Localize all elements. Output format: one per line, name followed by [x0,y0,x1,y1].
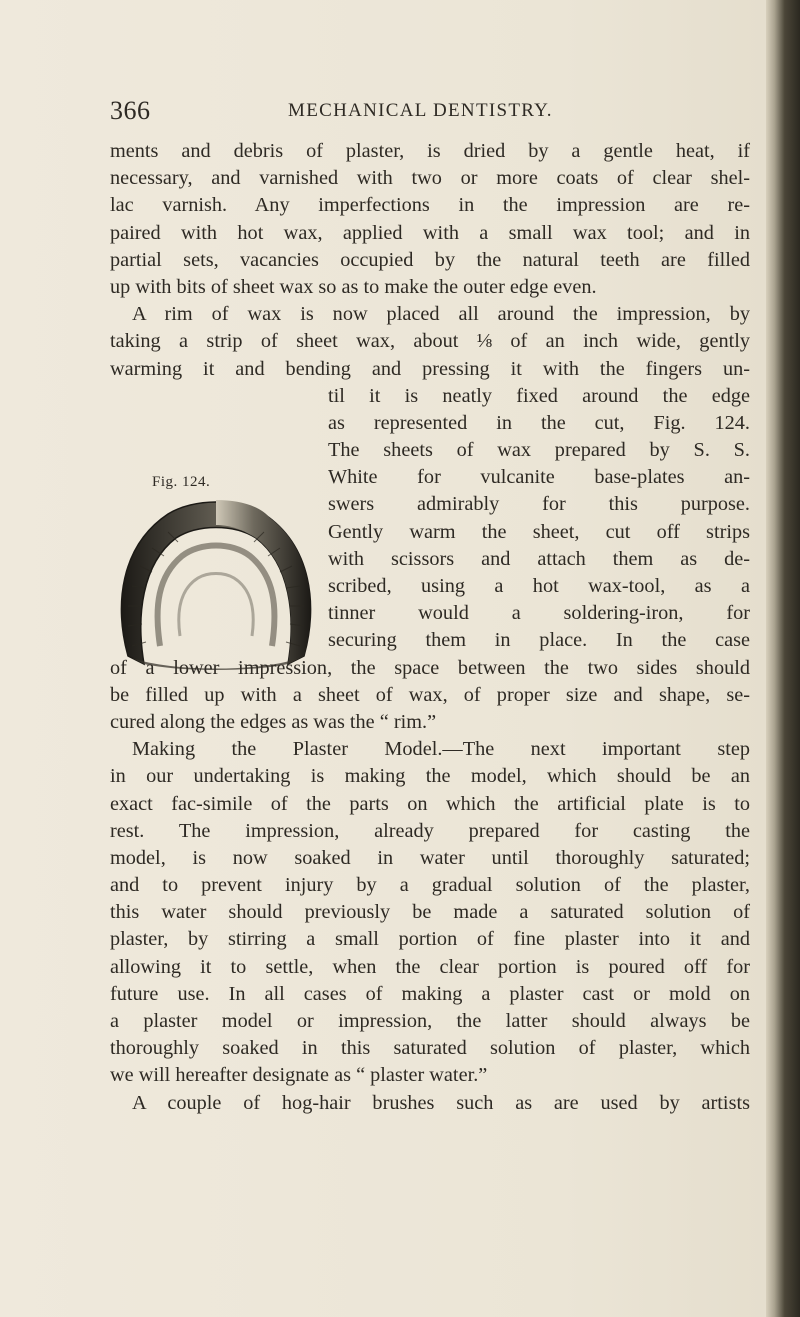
text-line: up with bits of sheet wax so as to make the outer edge even. [110,275,597,298]
text-line: model, is now soaked in water until thoroughly saturated; [110,846,750,869]
text-line: ments and debris of plaster, is dried by a gentle heat, if [110,140,750,162]
book-binding-edge [766,0,800,1317]
text-line: of a lower impression, the space between the two sides should [110,656,750,679]
text-line: we will hereafter designate as “ plaster water.” [110,1064,488,1087]
text-line: plaster, by stirring a small portion of fine plaster into it and [110,928,750,951]
text-line: as represented in the cut, Fig. 124. [328,411,750,434]
body-text [110,138,750,1117]
text-line: A rim of wax is now placed all around the impression, by [132,303,750,326]
text-line: White for vulcanite base-plates an- [328,466,750,489]
text-line: Gently warm the sheet, cut off strips [328,520,750,543]
text-line: lac varnish. Any imperfections in the impression are re- [110,194,750,217]
text-line: this water should previously be made a saturated solution of [110,901,750,924]
text-line: swers admirably for this purpose. [328,493,750,516]
running-head: MECHANICAL DENTISTRY. [288,100,553,121]
text-line: securing them in place. In the case [328,629,750,652]
text-line: necessary, and varnished with two or more coats of clear shel- [110,167,750,190]
text-line: paired with hot wax, applied with a small wax tool; and in [110,221,750,244]
text-line: future use. In all cases of making a plaster cast or mold on [110,982,750,1005]
text-line: be filled up with a sheet of wax, of proper size and shape, se- [110,683,750,706]
text-line: allowing it to settle, when the clear portion is poured off for [110,955,750,978]
text-line: a plaster model or impression, the latter should always be [110,1010,750,1032]
text-line: thoroughly soaked in this saturated solution of plaster, which [110,1037,750,1060]
text-line: Making the Plaster Model.—The next important step [132,738,750,761]
text-line: The sheets of wax prepared by S. S. [328,439,750,462]
text-line: rest. The impression, already prepared for casting the [110,819,750,842]
page-header [110,96,750,130]
text-line: cured along the edges as was the “ rim.” [110,710,437,733]
text-line: A couple of hog-hair brushes such as are used by artists [132,1091,750,1114]
text-line: with scissors and attach them as de- [328,547,750,570]
text-line: til it is neatly fixed around the edge [328,384,750,407]
text-line: warming it and bending and pressing it with the fingers un- [110,357,750,380]
text-line: scribed, using a hot wax-tool, as a [328,575,750,597]
figure-label: Fig. 124. [152,474,211,490]
text-line: tinner would a soldering-iron, for [328,602,750,625]
page-number: 366 [110,96,151,125]
text-line: taking a strip of sheet wax, about ⅛ of an inch wide, gently [110,330,750,353]
text-line: partial sets, vacancies occupied by the natural teeth are filled [110,248,750,271]
text-line: in our undertaking is making the model, which should be an [110,765,750,788]
text-line: and to prevent injury by a gradual solution of the plaster, [110,874,750,897]
text-line: exact fac-simile of the parts on which the artificial plate is to [110,792,750,815]
